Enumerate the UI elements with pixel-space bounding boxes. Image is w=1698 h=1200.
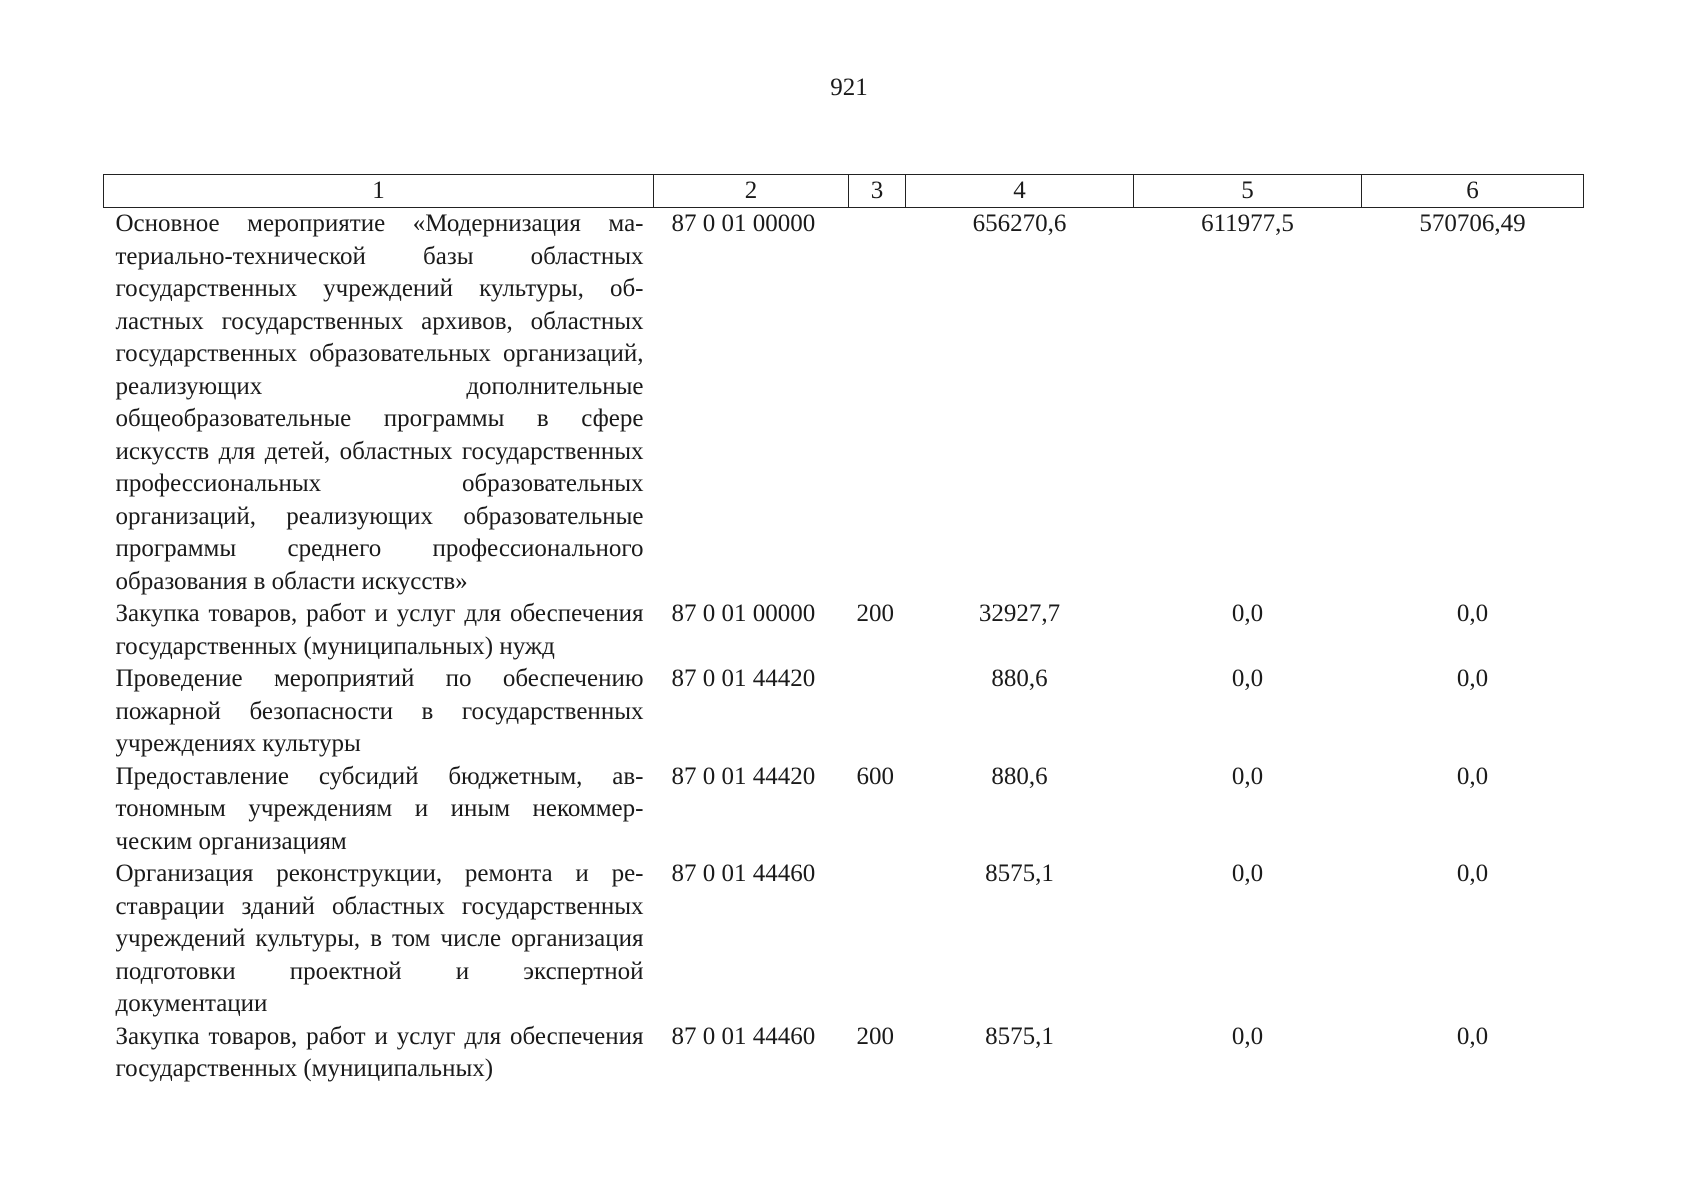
row-value-4: 32927,7 <box>978 600 1061 627</box>
column-header-1: 1 <box>104 175 654 208</box>
row-description: Закупка товаров, работ и услуг для обеспечения государственных (муниципальных) <box>115 1022 644 1082</box>
row-code: 87 0 01 44420 <box>671 665 816 692</box>
row-kvr: 200 <box>856 1022 894 1050</box>
row-description: Основное мероприятие «Модернизация материально-технической базы областных государственных учреждений культуры, областных государственных архивов, областных государственных образовательных организаций, реализующих дополнительные общеобразовательные программы в сфере искусств для детей, областных государственных профессиональных образовательных организаций, реализующих образовательные программы среднего профессионального образования в области искусств» <box>115 210 644 595</box>
row-value-6: 0,0 <box>1456 860 1489 887</box>
table-row <box>104 663 1584 761</box>
row-code: 87 0 01 00000 <box>671 210 816 237</box>
row-kvr <box>849 663 906 761</box>
column-header-4: 4 <box>906 175 1134 208</box>
column-header-5: 5 <box>1134 175 1362 208</box>
row-description: Закупка товаров, работ и услуг для обеспечения государственных (муниципальных) нужд <box>115 600 644 660</box>
table-row <box>104 208 1584 599</box>
row-description: Организация реконструкции, ремонта и реставрации зданий областных государственных учреждений культуры, в том числе организация подготовки проектной и экспертной документации <box>115 860 644 1017</box>
column-header-6: 6 <box>1362 175 1584 208</box>
row-value-5: 611977,5 <box>1201 210 1294 237</box>
row-code: 87 0 01 44460 <box>671 1022 816 1050</box>
row-value-4: 880,6 <box>991 762 1048 790</box>
row-kvr: 600 <box>856 762 894 790</box>
row-value-5: 0,0 <box>1231 762 1264 790</box>
row-description: Предоставление субсидий бюджетным, автономным учреждениям и иным некоммерческим организациям <box>115 762 644 855</box>
row-value-6: 0,0 <box>1456 1022 1489 1050</box>
row-value-4: 8575,1 <box>985 1022 1054 1050</box>
row-code: 87 0 01 44460 <box>671 860 816 887</box>
row-value-5: 0,0 <box>1231 860 1264 887</box>
row-value-4: 656270,6 <box>972 210 1067 237</box>
row-value-6: 0,0 <box>1456 600 1489 627</box>
row-value-6: 0,0 <box>1456 762 1489 790</box>
row-value-5: 0,0 <box>1231 600 1264 627</box>
row-code: 87 0 01 00000 <box>671 600 816 627</box>
column-header-3: 3 <box>849 175 906 208</box>
row-value-6: 0,0 <box>1456 665 1489 692</box>
budget-table <box>103 174 1584 1086</box>
row-value-5: 0,0 <box>1231 665 1264 692</box>
row-code: 87 0 01 44420 <box>671 762 816 790</box>
table-row <box>104 1021 1584 1086</box>
row-value-5: 0,0 <box>1231 1022 1264 1050</box>
row-kvr: 200 <box>856 600 894 627</box>
row-value-4: 880,6 <box>991 665 1048 692</box>
row-kvr <box>849 858 906 1021</box>
table-row <box>104 858 1584 1021</box>
header-row <box>104 175 1584 208</box>
column-header-2: 2 <box>654 175 849 208</box>
row-description: Проведение мероприятий по обеспечению пожарной безопасности в государственных учреждениях культуры <box>115 665 644 757</box>
page-number: 921 <box>830 74 868 101</box>
row-value-4: 8575,1 <box>985 860 1054 887</box>
row-kvr <box>849 208 906 599</box>
row-value-6: 570706,49 <box>1419 210 1526 237</box>
table-row <box>104 598 1584 663</box>
table-row <box>104 761 1584 859</box>
